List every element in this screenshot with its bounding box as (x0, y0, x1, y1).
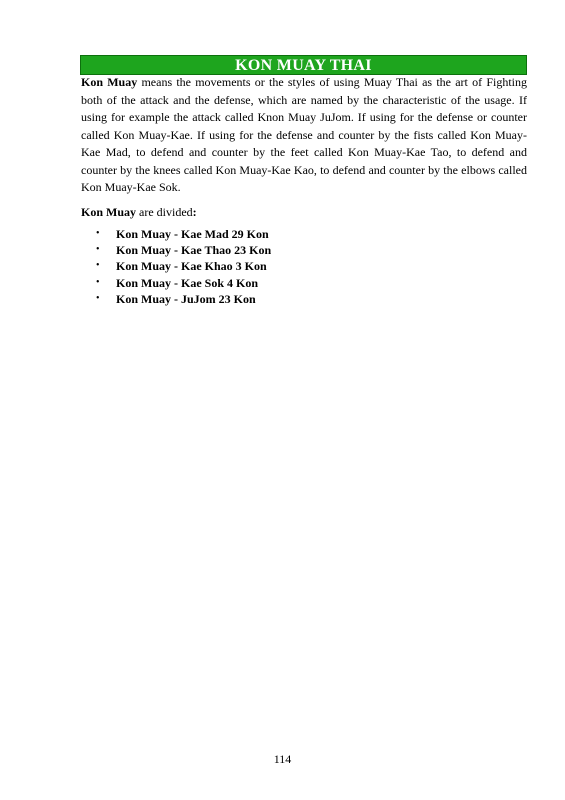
intro-paragraph (81, 74, 527, 197)
list-item-label: Kon Muay - Kae Sok 4 Kon (116, 275, 259, 290)
kon-muay-list (96, 226, 271, 307)
page-number: 114 (273, 752, 292, 766)
title-banner (80, 55, 527, 75)
bullet-icon: • (96, 260, 100, 272)
bullet-icon: • (96, 276, 100, 288)
divided-text: are divided (136, 205, 193, 219)
list-item-label: Kon Muay - Kae Mad 29 Kon (116, 227, 269, 241)
divided-colon: : (192, 205, 197, 219)
list-item-label: Kon Muay - JuJom 23 Kon (116, 291, 256, 306)
list-item-label: Kon Muay - Kae Thao 23 Kon (116, 243, 272, 258)
list-item (96, 226, 271, 242)
divided-heading (81, 204, 197, 220)
intro-text: means the movements or the styles of using Muay Thai as the art of Fighting both of the attack and the defense, which are named by the characteristic of the usage. If using for example the attack called Knon Muay JuJom. If using for the defense or counter called Kon Muay-Kae. If using for the defense and counter by the fists called Kon Muay-Kae Mad, to defend and counter by the feet called Kon Muay-Kae Tao, to defend and counter by the knees called Kon Muay-Kae Kao, to defend and counter by the elbows called Kon Muay-Kae Sok. (81, 75, 527, 194)
list-item (96, 242, 271, 258)
bullet-icon: • (96, 244, 100, 256)
bullet-icon: • (96, 292, 100, 304)
list-item (96, 275, 271, 291)
page-title: KON MUAY THAI (235, 57, 372, 74)
list-item-label: Kon Muay - Kae Khao 3 Kon (116, 259, 267, 274)
bullet-icon: • (96, 228, 100, 239)
divided-term: Kon Muay (81, 205, 137, 219)
list-item (96, 291, 271, 307)
list-item (96, 258, 271, 274)
intro-term: Kon Muay (81, 75, 138, 89)
